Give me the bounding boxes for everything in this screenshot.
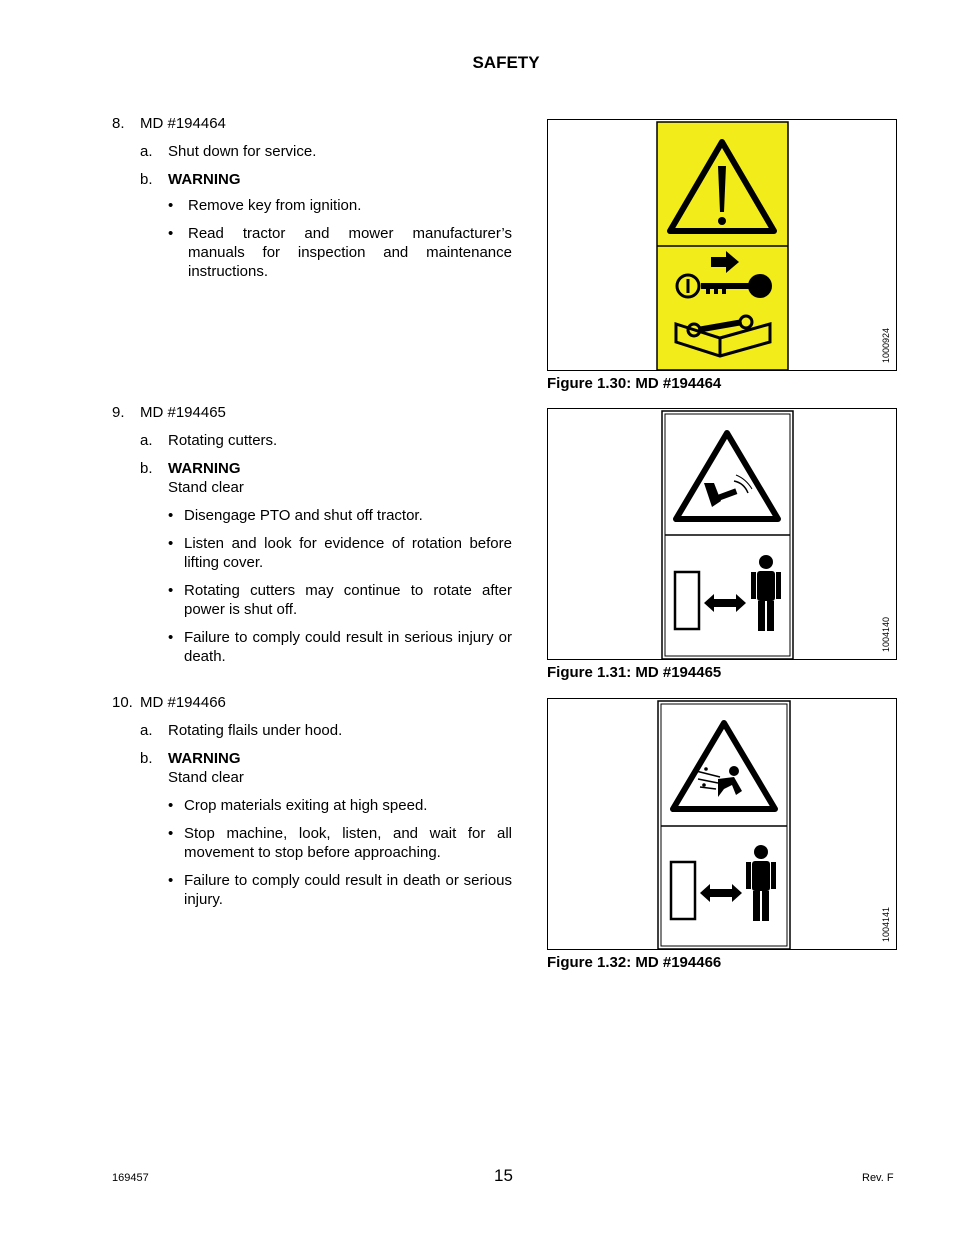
item-number: 9. [112,404,125,421]
item-b-subheading: Stand clear [168,769,244,786]
bullet-text: Failure to comply could result in serious injury or death. [184,629,512,665]
bullet [168,824,512,862]
bullet-dot: • [168,535,174,552]
decal-194466-image [548,699,898,951]
bullet-text: Rotating cutters may continue to rotate after power is shut off. [184,582,512,618]
bullet-dot: • [168,507,174,524]
figure-decal-194464 [547,119,897,371]
item-a-text: Rotating flails under hood. [168,722,343,739]
item-b-heading: WARNING [168,171,241,188]
page-header: SAFETY [472,53,540,72]
figure-caption: Figure 1.32: MD #194466 [547,954,722,971]
bullet [168,581,512,619]
item-a-letter: a. [140,143,153,160]
bullet-dot: • [168,825,174,842]
item-title: MD #194466 [140,694,226,711]
bullet-dot: • [168,629,174,646]
item-b-heading: WARNING [168,460,241,477]
item-b-letter: b. [140,171,153,188]
bullet-dot: • [168,872,174,889]
footer-revision: Rev. F [862,1172,894,1184]
item-b-subheading: Stand clear [168,479,244,496]
decal-194464-image [548,120,898,372]
bullet-text: Crop materials exiting at high speed. [184,797,428,814]
bullet-text: Remove key from ignition. [188,197,362,214]
item-a-text: Rotating cutters. [168,432,278,449]
item-b-letter: b. [140,750,153,767]
figure-caption: Figure 1.31: MD #194465 [547,664,722,681]
bullet [168,506,512,525]
item-number: 10. [112,694,133,711]
bullet-text: Failure to comply could result in death or serious injury. [184,872,512,908]
item-a-text: Shut down for service. [168,143,317,160]
bullet-text: Stop machine, look, listen, and wait for all movement to stop before approaching. [184,825,512,861]
item-b-letter: b. [140,460,153,477]
figure-decal-194465 [547,408,897,660]
bullet-text: Listen and look for evidence of rotation before lifting cover. [184,535,512,571]
figure-image-id: 1000924 [881,327,891,363]
figure-decal-194466 [547,698,897,950]
bullet [168,196,512,215]
bullet-dot: • [168,225,174,242]
decal-194465-image [548,409,898,661]
footer-doc-number: 169457 [112,1172,149,1184]
item-title: MD #194464 [140,115,226,132]
figure-image-id: 1004140 [881,616,891,652]
item-b-heading: WARNING [168,750,241,767]
item-title: MD #194465 [140,404,226,421]
bullet-dot: • [168,197,174,214]
item-number: 8. [112,115,125,132]
bullet-text: Read tractor and mower manufacturer’s manuals for inspection and maintenance instructions. [188,225,512,280]
item-a-letter: a. [140,722,153,739]
bullet [168,224,512,281]
footer-page-number: 15 [494,1166,513,1185]
figure-caption: Figure 1.30: MD #194464 [547,375,722,392]
bullet-text: Disengage PTO and shut off tractor. [184,507,423,524]
item-a-letter: a. [140,432,153,449]
bullet [168,796,512,815]
figure-image-id: 1004141 [881,906,891,942]
bullet-dot: • [168,797,174,814]
bullet [168,871,512,909]
bullet [168,628,512,666]
bullet [168,534,512,572]
bullet-dot: • [168,582,174,599]
